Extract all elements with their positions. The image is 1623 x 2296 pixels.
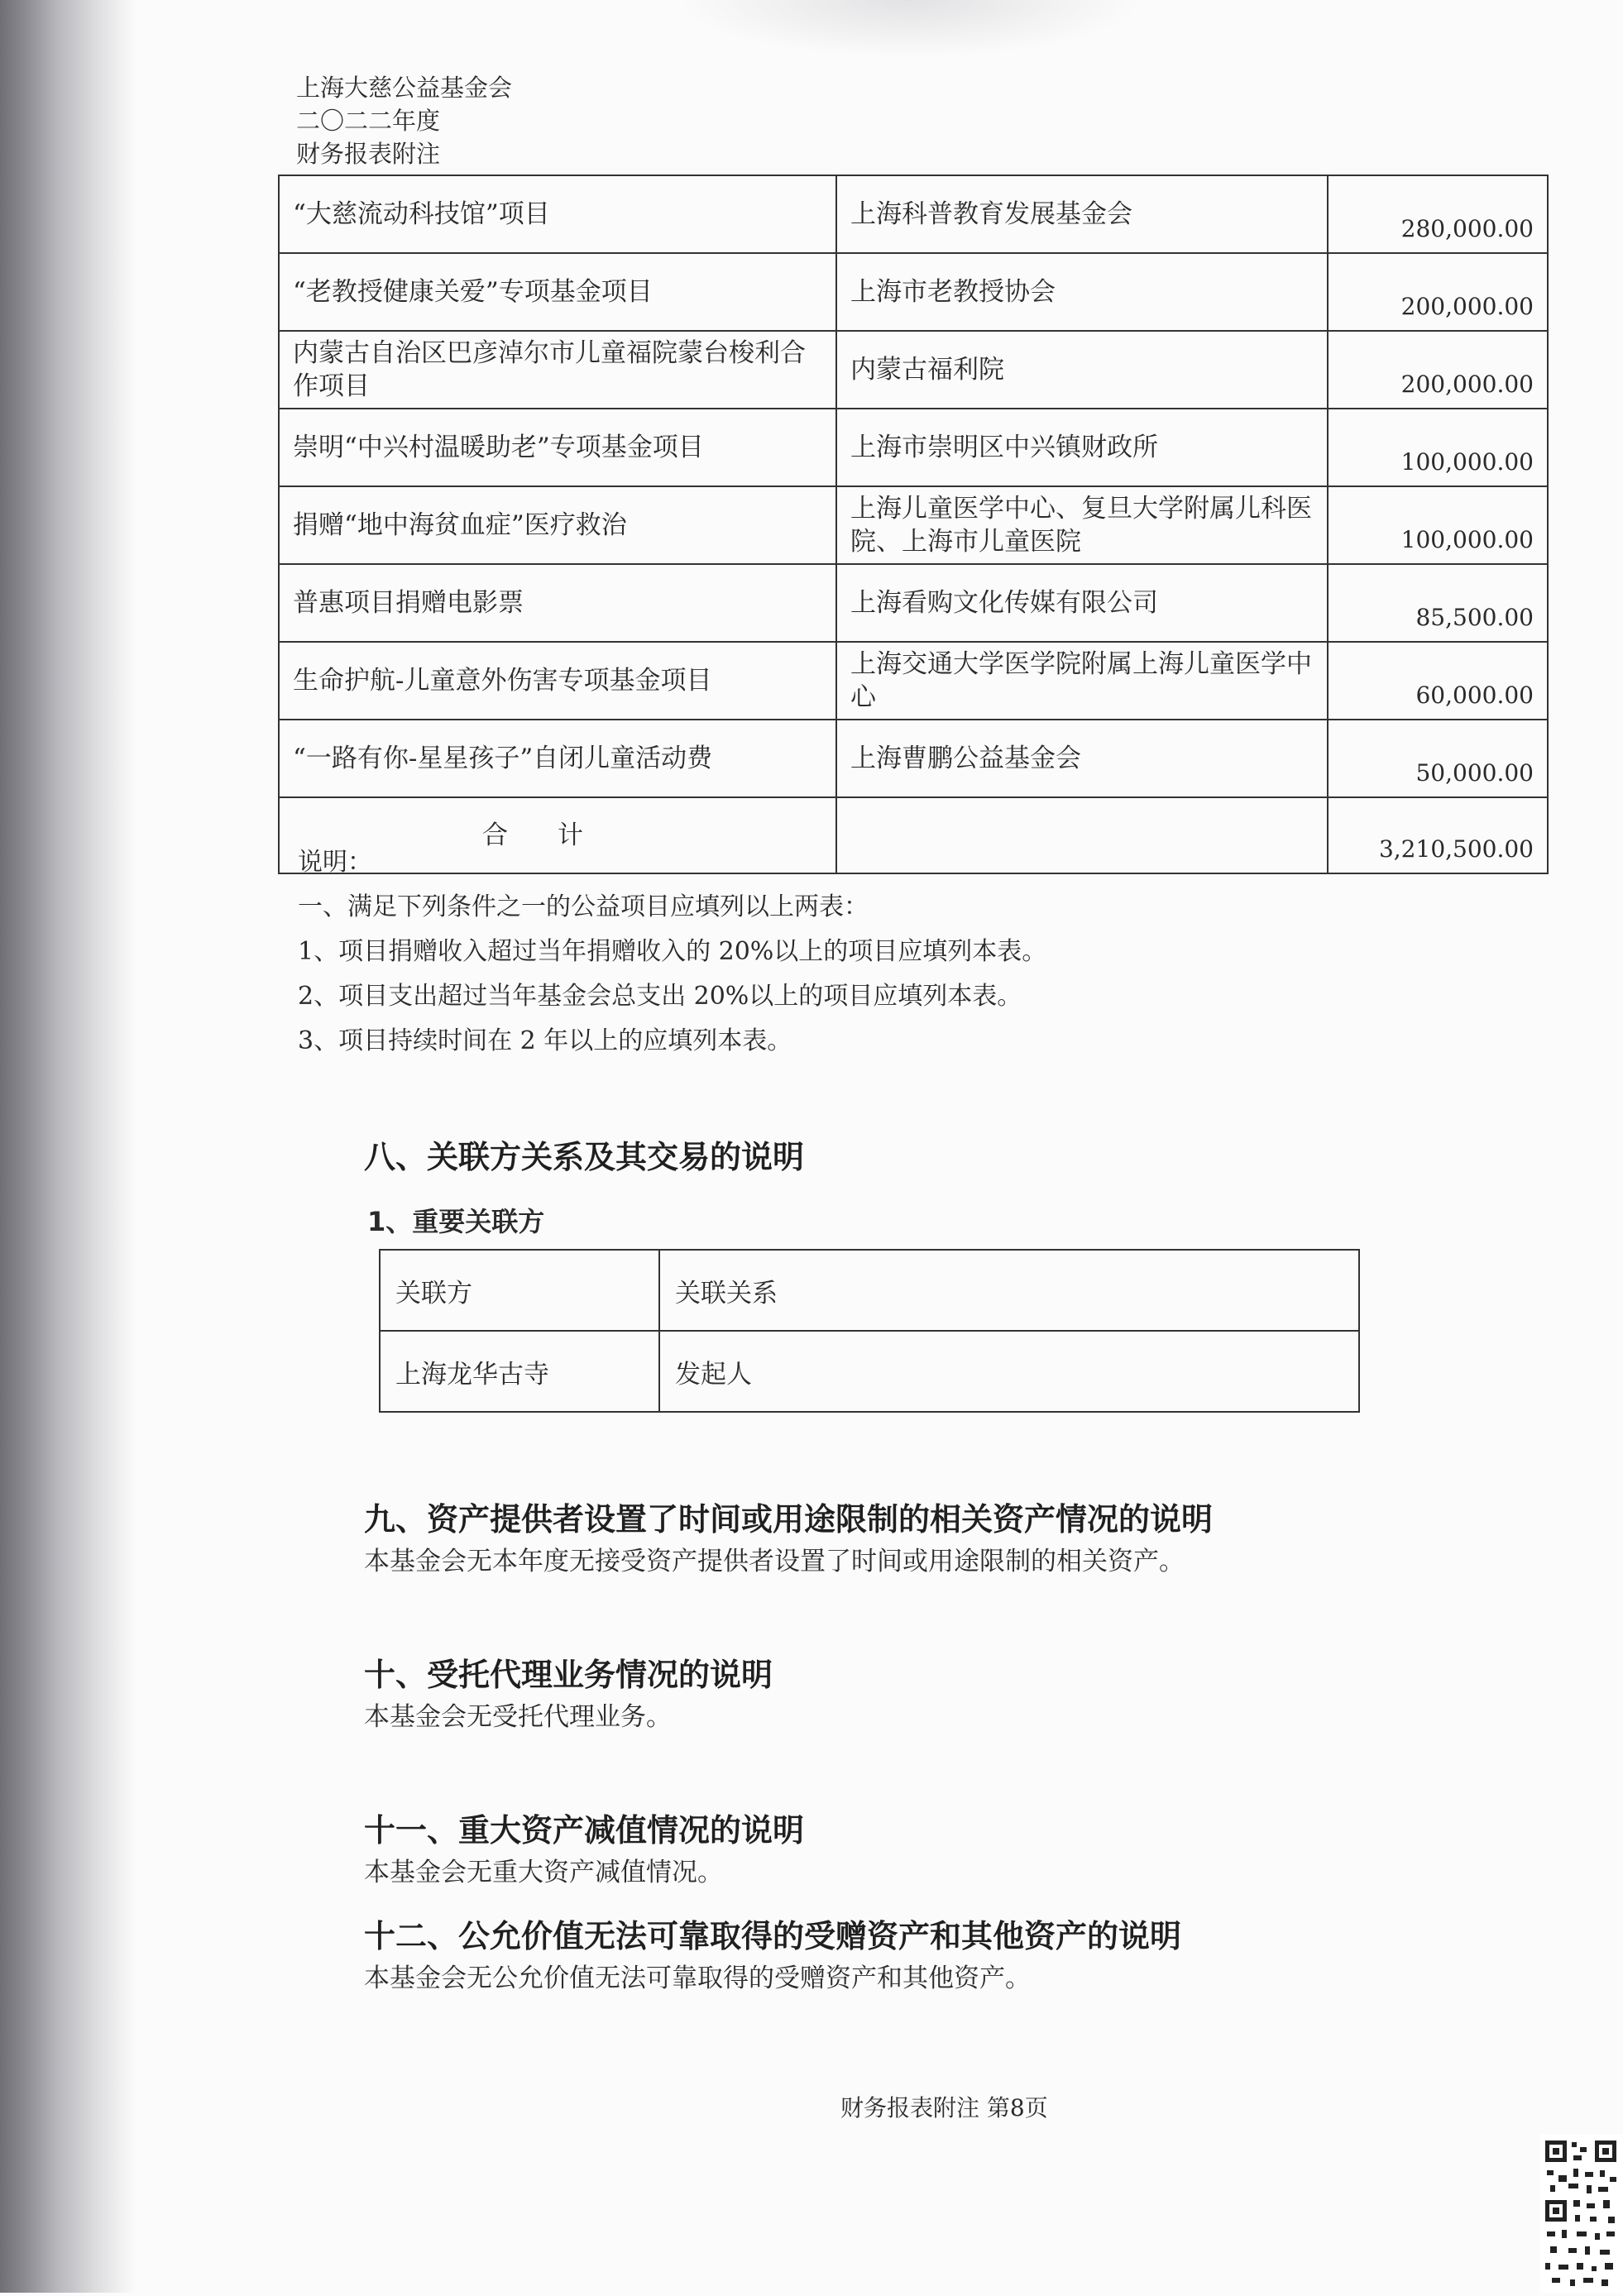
project-name: “一路有你-星星孩子”自闭儿童活动费 [279, 720, 836, 797]
amount-cell: 85,500.00 [1328, 564, 1548, 642]
section-10-body: 本基金会无受托代理业务。 [364, 1702, 672, 1732]
document-header [296, 71, 512, 170]
related-party-name: 上海龙华古寺 [380, 1331, 659, 1412]
table-row [279, 720, 1548, 797]
org-name: 上海大慈公益基金会 [296, 74, 513, 102]
amount-cell: 60,000.00 [1328, 642, 1548, 720]
scan-shade [678, 0, 1142, 58]
table-row [279, 331, 1548, 409]
project-name: “大慈流动科技馆”项目 [279, 175, 836, 253]
amount-cell: 280,000.00 [1328, 175, 1548, 253]
amount-cell: 50,000.00 [1328, 720, 1548, 797]
table-row [279, 175, 1548, 253]
related-party-table [379, 1249, 1360, 1413]
table-row [380, 1331, 1359, 1412]
table-row [279, 564, 1548, 642]
section-12-title: 十二、公允价值无法可靠取得的受赠资产和其他资产的说明 [364, 1918, 1182, 1954]
section-8-title: 八、关联方关系及其交易的说明 [364, 1139, 805, 1175]
project-name: 内蒙古自治区巴彦淖尔市儿童福院蒙台梭利合作项目 [279, 331, 836, 409]
total-label: 合计 [279, 797, 836, 873]
note-line: 3、项目持续时间在 2 年以上的应填列本表。 [298, 1026, 792, 1055]
project-name: 捐赠“地中海贫血症”医疗救治 [279, 486, 836, 564]
section-11-title: 十一、重大资产减值情况的说明 [364, 1812, 805, 1849]
amount-cell: 100,000.00 [1328, 486, 1548, 564]
total-amount: 3,210,500.00 [1328, 797, 1548, 873]
relationship: 发起人 [659, 1331, 1359, 1412]
column-header: 关联方 [380, 1250, 659, 1331]
column-header: 关联关系 [659, 1250, 1359, 1331]
recipient-name: 内蒙古福利院 [836, 331, 1328, 409]
section-9-title: 九、资产提供者设置了时间或用途限制的相关资产情况的说明 [364, 1501, 1214, 1538]
table-row [279, 409, 1548, 486]
project-name: 崇明“中兴村温暖助老”专项基金项目 [279, 409, 836, 486]
note-line: 2、项目支出超过当年基金会总支出 20%以上的项目应填列本表。 [298, 982, 1022, 1011]
page-footer: 财务报表附注 第8页 [840, 2094, 1048, 2121]
amount-cell: 200,000.00 [1328, 331, 1548, 409]
table-row [279, 253, 1548, 331]
section-9-body: 本基金会无本年度无接受资产提供者设置了时间或用途限制的相关资产。 [364, 1547, 1185, 1576]
report-year: 二〇二二年度 [296, 107, 441, 135]
note-line: 1、项目捐赠收入超过当年捐赠收入的 20%以上的项目应填列本表。 [298, 937, 1047, 966]
recipient-name: 上海交通大学医学院附属上海儿童医学中心 [836, 642, 1328, 720]
section-11-body: 本基金会无重大资产减值情况。 [364, 1858, 723, 1887]
binding-shadow [0, 0, 136, 2293]
notes-block [298, 840, 1046, 1064]
recipient-name: 上海市老教授协会 [836, 253, 1328, 331]
recipient-name: 上海儿童医学中心、复旦大学附属儿科医院、上海市儿童医院 [836, 486, 1328, 564]
recipient-name: 上海市崇明区中兴镇财政所 [836, 409, 1328, 486]
qr-code-icon [1540, 2134, 1623, 2293]
project-name: 生命护航-儿童意外伤害专项基金项目 [279, 642, 836, 720]
project-name: “老教授健康关爱”专项基金项目 [279, 253, 836, 331]
projects-table [278, 175, 1549, 874]
note-line: 一、满足下列条件之一的公益项目应填列以上两表： [298, 892, 869, 921]
section-10-title: 十、受托代理业务情况的说明 [364, 1657, 773, 1693]
table-row [279, 486, 1548, 564]
section-8-subtitle: 1、重要关联方 [367, 1206, 545, 1237]
recipient-name: 上海科普教育发展基金会 [836, 175, 1328, 253]
recipient-name: 上海曹鹏公益基金会 [836, 720, 1328, 797]
project-name: 普惠项目捐赠电影票 [279, 564, 836, 642]
section-12-body: 本基金会无公允价值无法可靠取得的受赠资产和其他资产。 [364, 1964, 1031, 1993]
amount-cell: 200,000.00 [1328, 253, 1548, 331]
recipient-name: 上海看购文化传媒有限公司 [836, 564, 1328, 642]
amount-cell: 100,000.00 [1328, 409, 1548, 486]
doc-type: 财务报表附注 [296, 140, 441, 168]
notes-title: 说明： [298, 848, 372, 877]
table-header-row [380, 1250, 1359, 1331]
table-row [279, 642, 1548, 720]
